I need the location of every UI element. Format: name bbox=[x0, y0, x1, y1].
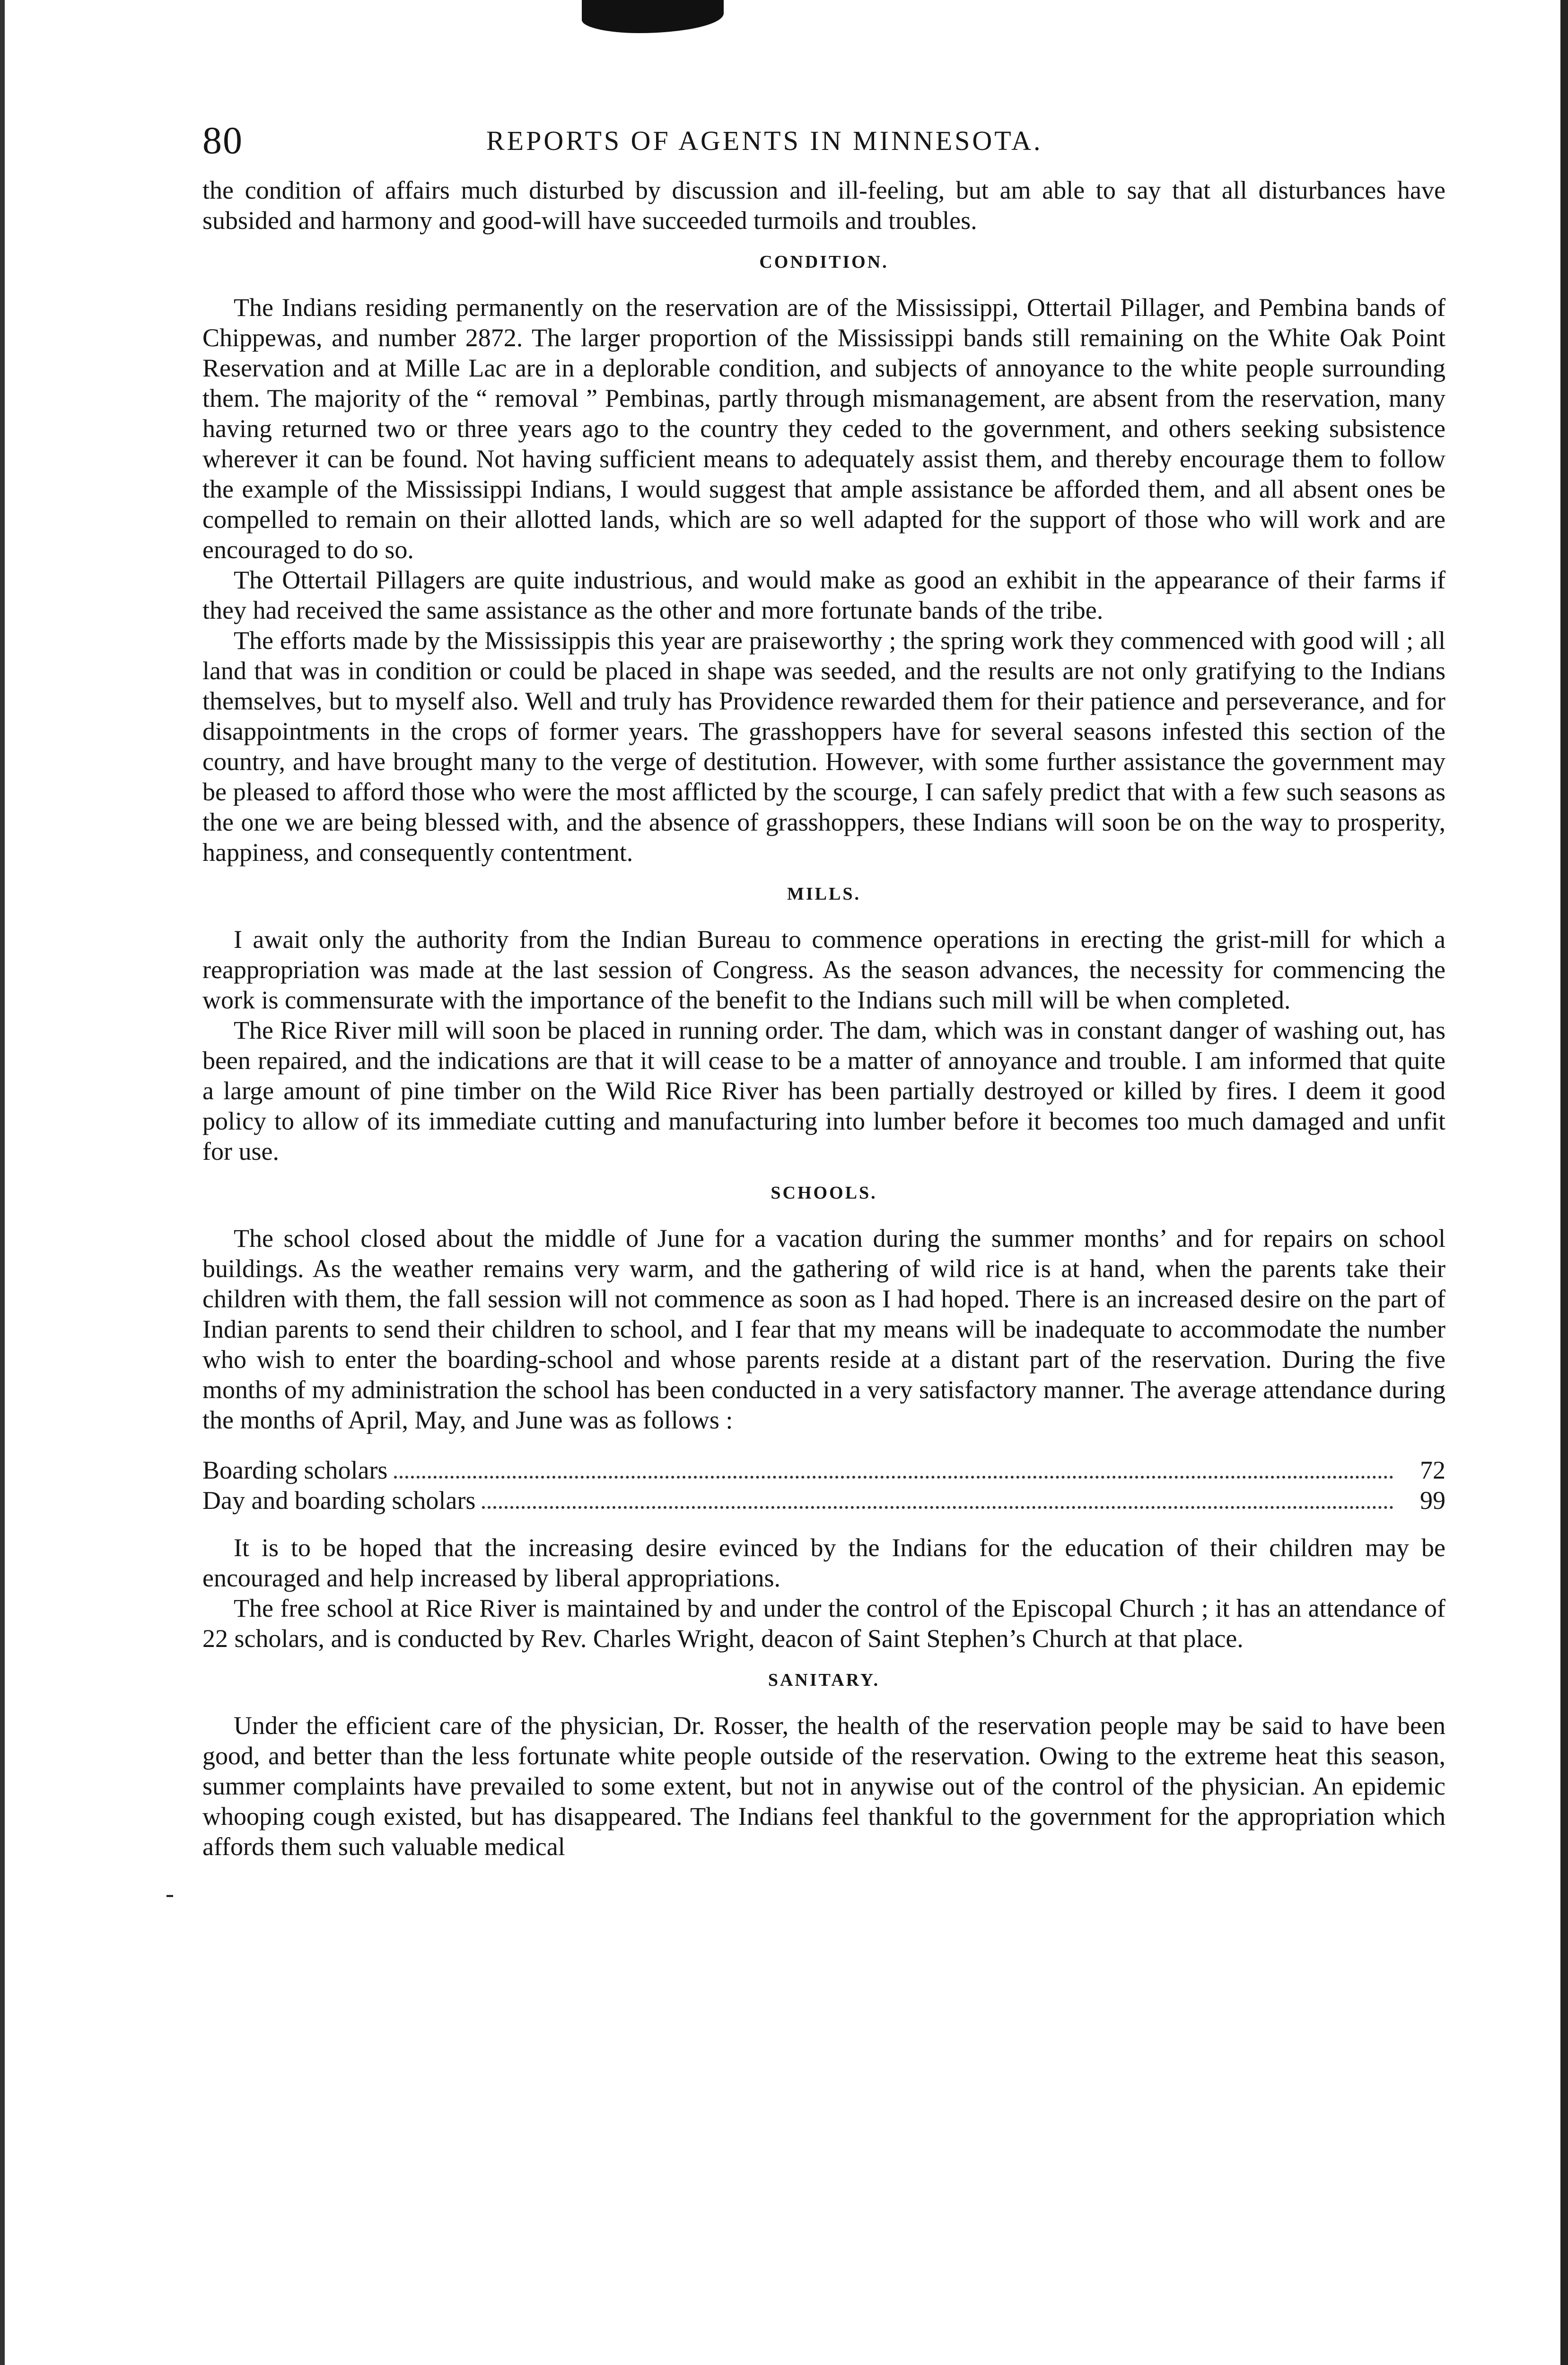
document-page bbox=[202, 114, 1445, 1862]
scan-edge-top bbox=[582, 0, 724, 33]
schools-heading: SCHOOLS. bbox=[771, 1183, 877, 1203]
attendance-row-day-and-boarding bbox=[202, 1485, 1445, 1515]
condition-paragraph-2: The Ottertail Pillagers are quite industrious, and would make as good an exhibit in the appearance of their farms if they had received the same assistance as the other and more fortunate bands of the tribe. bbox=[202, 566, 1445, 624]
condition-paragraph-1: The Indians residing permanently on the reservation are of the Mississippi, Ottertail Pillager, and Pembina bands of Chippewas, and number 2872. The larger proportion of the Mississippi bands still remaining on the White Oak Point Reservation and at Mille Lac are in a deplorable condition, and subjects of annoyance to the white people surrounding them. The majority of the “ removal ” Pembinas, partly through mismanagement, are absent from the reservation, many having returned two or three years ago to the country they ceded to the government, and others seeking subsistence wherever it can be found. Not having sufficient means to adequately assist them, and thereby encourage them to follow the example of the Mississippi Indians, I would suggest that ample assistance be afforded them, and all absent ones be compelled to remain on their allotted lands, which are so well adapted for the support of those who will work and are encouraged to do so. bbox=[202, 293, 1445, 564]
attendance-table bbox=[202, 1455, 1445, 1515]
header-title: REPORTS OF AGENTS IN MINNESOTA. bbox=[486, 125, 1043, 156]
scan-edge-right bbox=[1560, 0, 1568, 2365]
schools-paragraph-1: The school closed about the middle of June for a vacation during the summer months’ and for repairs on school buildings. As the weather remains very warm, and the gathering of wild rice is at hand, when the parents take their children with them, the fall session will not commence as soon as I had hoped. There is an increased desire on the part of Indian parents to send their children to school, and I fear that my means will be inadequate to accommodate the number who wish to enter the boarding-school and whose parents reside at a distant part of the reservation. During the five months of my administration the school has been conducted in a very satisfactory manner. The average attendance during the months of April, May, and June was as follows : bbox=[202, 1224, 1445, 1434]
margin-mark: - bbox=[166, 1879, 174, 1908]
schools-paragraph-3: The free school at Rice River is maintained by and under the control of the Episcopal Church ; it has an attendance of 22 scholars, and is conducted by Rev. Charles Wright, deacon of Saint Stephen’s Church at that place. bbox=[202, 1594, 1445, 1653]
attendance-value: 99 bbox=[1420, 1486, 1445, 1515]
running-head bbox=[202, 114, 1445, 166]
attendance-row-boarding bbox=[202, 1455, 1445, 1485]
mills-paragraph-1: I await only the authority from the Indian Bureau to commence operations in erecting the grist-mill for which a reappropriation was made at the last session of Congress. As the season advances, the necessity for commencing the work is commensurate with the importance of the benefit to the Indians such mill will be when completed. bbox=[202, 925, 1445, 1014]
condition-paragraph-3: The efforts made by the Mississippis this year are praiseworthy ; the spring work they commenced with good will ; all land that was in condition or could be placed in shape was seeded, and the results are not only gratifying to the Indians themselves, but to myself also. Well and truly has Providence rewarded them for their patience and perseverance, and for disappointments in the crops of former years. The grasshoppers have for several seasons infested this section of the country, and have brought many to the verge of destitution. However, with some further assistance the government may be pleased to afford those who were the most afflicted by the scourge, I can safely predict that with a few such seasons as the one we are being blessed with, and the absence of grasshoppers, these Indians will soon be on the way to prosperity, happiness, and consequently contentment. bbox=[202, 626, 1445, 867]
sanitary-heading: SANITARY. bbox=[768, 1670, 880, 1690]
dot-leader bbox=[394, 1476, 1393, 1479]
scan-edge-left bbox=[0, 0, 5, 2365]
schools-paragraph-2: It is to be hoped that the increasing desire evinced by the Indians for the education of their children may be encouraged and help increased by liberal appropriations. bbox=[202, 1533, 1445, 1592]
mills-paragraph-2: The Rice River mill will soon be placed in running order. The dam, which was in constant danger of washing out, has been repaired, and the indications are that it will cease to be a matter of annoyance and trouble. I am informed that quite a large amount of pine timber on the Wild Rice River has been partially destroyed or killed by fires. I deem it good policy to allow of its immediate cutting and manufacturing into lumber before it becomes too much damaged and unfit for use. bbox=[202, 1016, 1445, 1165]
page-number: 80 bbox=[202, 119, 243, 162]
mills-heading: MILLS. bbox=[787, 884, 861, 904]
condition-heading: CONDITION. bbox=[759, 252, 889, 272]
sanitary-paragraph: Under the efficient care of the physician, Dr. Rosser, the health of the reservation people may be said to have been good, and better than the less fortunate white people outside of the reservation. Owing to the extreme heat this season, summer complaints have prevailed to some extent, but not in anywise out of the control of the physician. An epidemic whooping cough existed, but has disappeared. The Indians feel thankful to the government for the appropriation which affords them such valuable medical bbox=[202, 1711, 1445, 1861]
attendance-label: Day and boarding scholars bbox=[202, 1486, 476, 1515]
attendance-value: 72 bbox=[1420, 1456, 1445, 1484]
dot-leader bbox=[482, 1506, 1393, 1509]
attendance-label: Boarding scholars bbox=[202, 1456, 388, 1484]
intro-paragraph: the condition of affairs much disturbed by discussion and ill-feeling, but am able to say that all disturbances have subsided and harmony and good-will have succeeded turmoils and troubles. bbox=[202, 176, 1445, 235]
